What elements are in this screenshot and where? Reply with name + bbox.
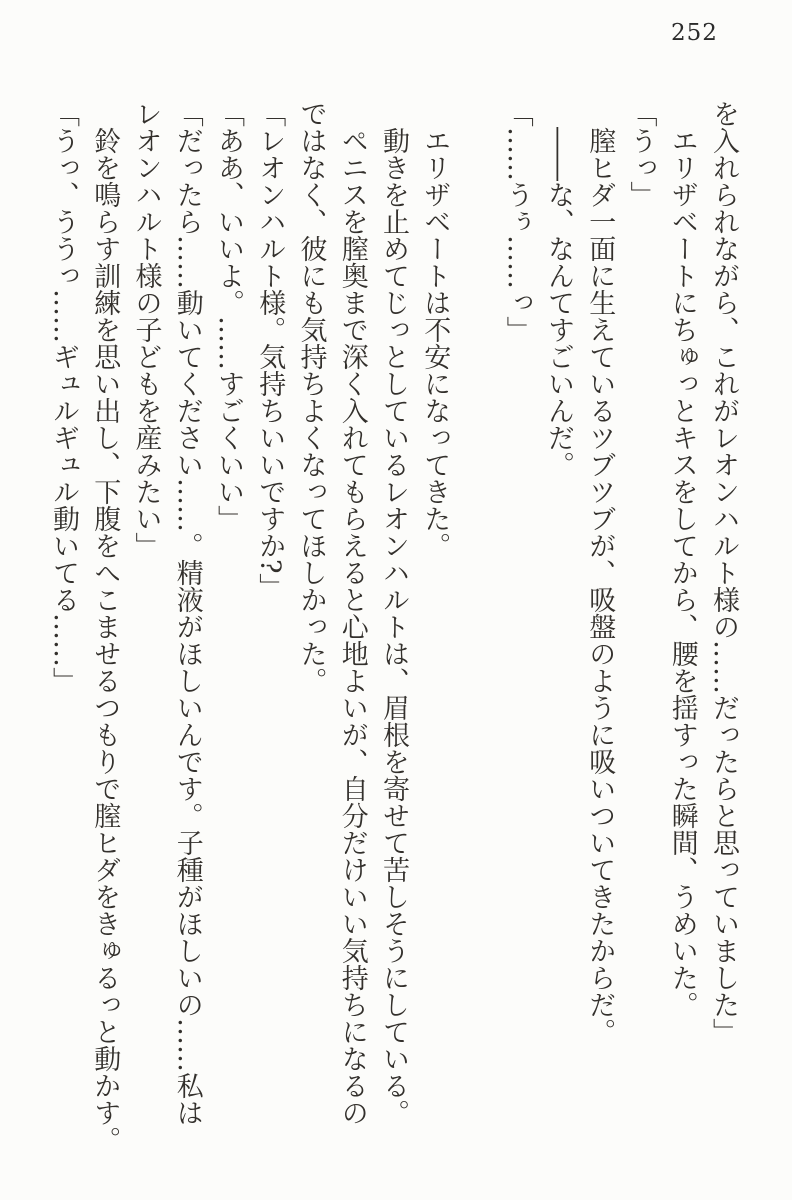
text-column: エリザベートは不安になってきた。 <box>419 127 451 559</box>
text-column: ――な、なんてすごいんだ。 <box>543 127 574 478</box>
text-column: 「レオンハルト様。気持ちいいですか?」 <box>254 100 286 601</box>
text-column: ではなく、彼にも気持ちよくなってほしかった。 <box>295 100 327 694</box>
page-number: 252 <box>671 20 718 46</box>
text-column: 動きを止めてじっとしているレオンハルトは、眉根を寄せて苦しそうにしている。 <box>378 127 409 1126</box>
text-column: ペニスを膣奥まで深く入れてもらえると心地よいが、自分だけいい気持ちになるの <box>336 127 368 1126</box>
text-column: 「ああ、いいよ。……すごくいい」 <box>213 100 244 532</box>
text-column: 膣ヒダ一面に生えているツブツブが、吸盤のように吸いついてきたからだ。 <box>584 127 616 1045</box>
text-column: 「だったら……動いてください……。精液がほしいんです。子種がほしいの……私は <box>171 100 203 1126</box>
text-column: レオンハルト様の子どもを産みたい」 <box>130 100 162 559</box>
text-column: 「うっ、ううっ……ギュルギュル動いてる……」 <box>48 100 79 694</box>
text-column: 「うっ」 <box>625 100 657 208</box>
text-column: 「……うぅ……っ」 <box>501 100 533 343</box>
text-block <box>43 100 744 1180</box>
text-column: を入れられながら、これがレオンハルト様の……だったらと思っていました」 <box>708 100 739 1045</box>
text-column: エリザベートにちゅっとキスをしてから、腰を揺すった瞬間、うめいた。 <box>666 127 698 1018</box>
text-column: 鈴を鳴らす訓練を思い出し、下腹をへこませるつもりで膣ヒダをきゅるっと動かす。 <box>89 127 121 1153</box>
